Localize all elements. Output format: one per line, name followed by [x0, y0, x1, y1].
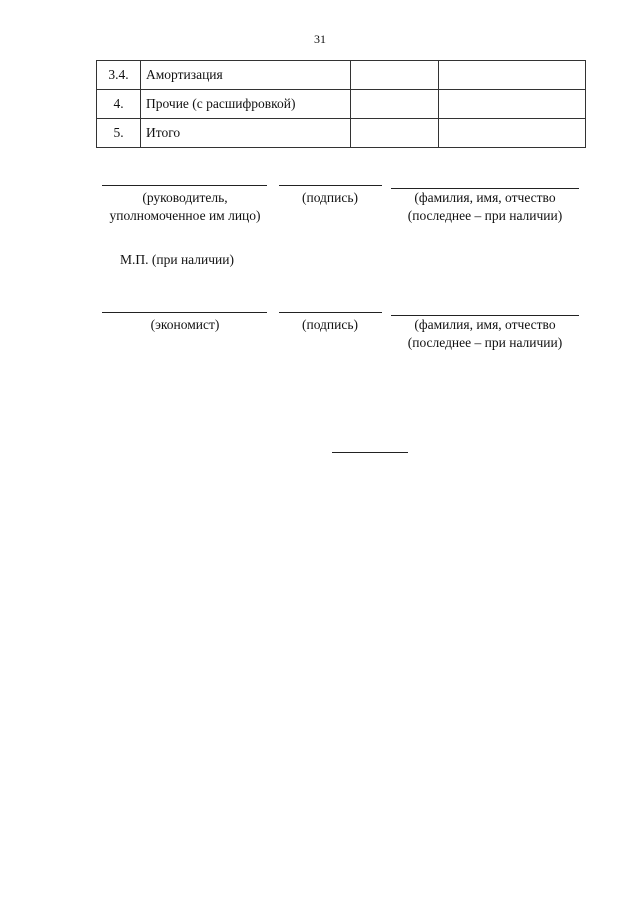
row-value-cell [351, 119, 439, 148]
row-value-cell [439, 119, 586, 148]
table-row [97, 90, 586, 119]
stamp-place-label: М.П. (при наличии) [120, 252, 234, 267]
economist-signature-line [279, 312, 382, 313]
end-of-document-line [332, 452, 408, 453]
row-name: Амортизация [141, 61, 351, 90]
budget-table [96, 60, 586, 148]
economist-role-label: (экономист) [150, 317, 220, 332]
row-value-cell [439, 90, 586, 119]
row-number: 4. [97, 90, 141, 119]
row-value-cell [439, 61, 586, 90]
row-name: Прочие (с расшифровкой) [141, 90, 351, 119]
table-row [97, 119, 586, 148]
row-value-cell [351, 61, 439, 90]
head-role-line [102, 185, 267, 186]
row-number: 3.4. [97, 61, 141, 90]
row-name: Итого [141, 119, 351, 148]
row-value-cell [351, 90, 439, 119]
table-row [97, 61, 586, 90]
row-number: 5. [97, 119, 141, 148]
head-signature-line [279, 185, 382, 186]
head-role-label: (руководитель, уполномоченное им лицо) [109, 190, 261, 223]
economist-name-label: (фамилия, имя, отчество (последнее – при наличии) [407, 317, 563, 350]
economist-role-line [102, 312, 267, 313]
page-number: 31 [314, 32, 326, 46]
head-name-label: (фамилия, имя, отчество (последнее – при наличии) [407, 190, 563, 223]
head-signature-label: (подпись) [301, 190, 359, 205]
economist-signature-label: (подпись) [301, 317, 359, 332]
